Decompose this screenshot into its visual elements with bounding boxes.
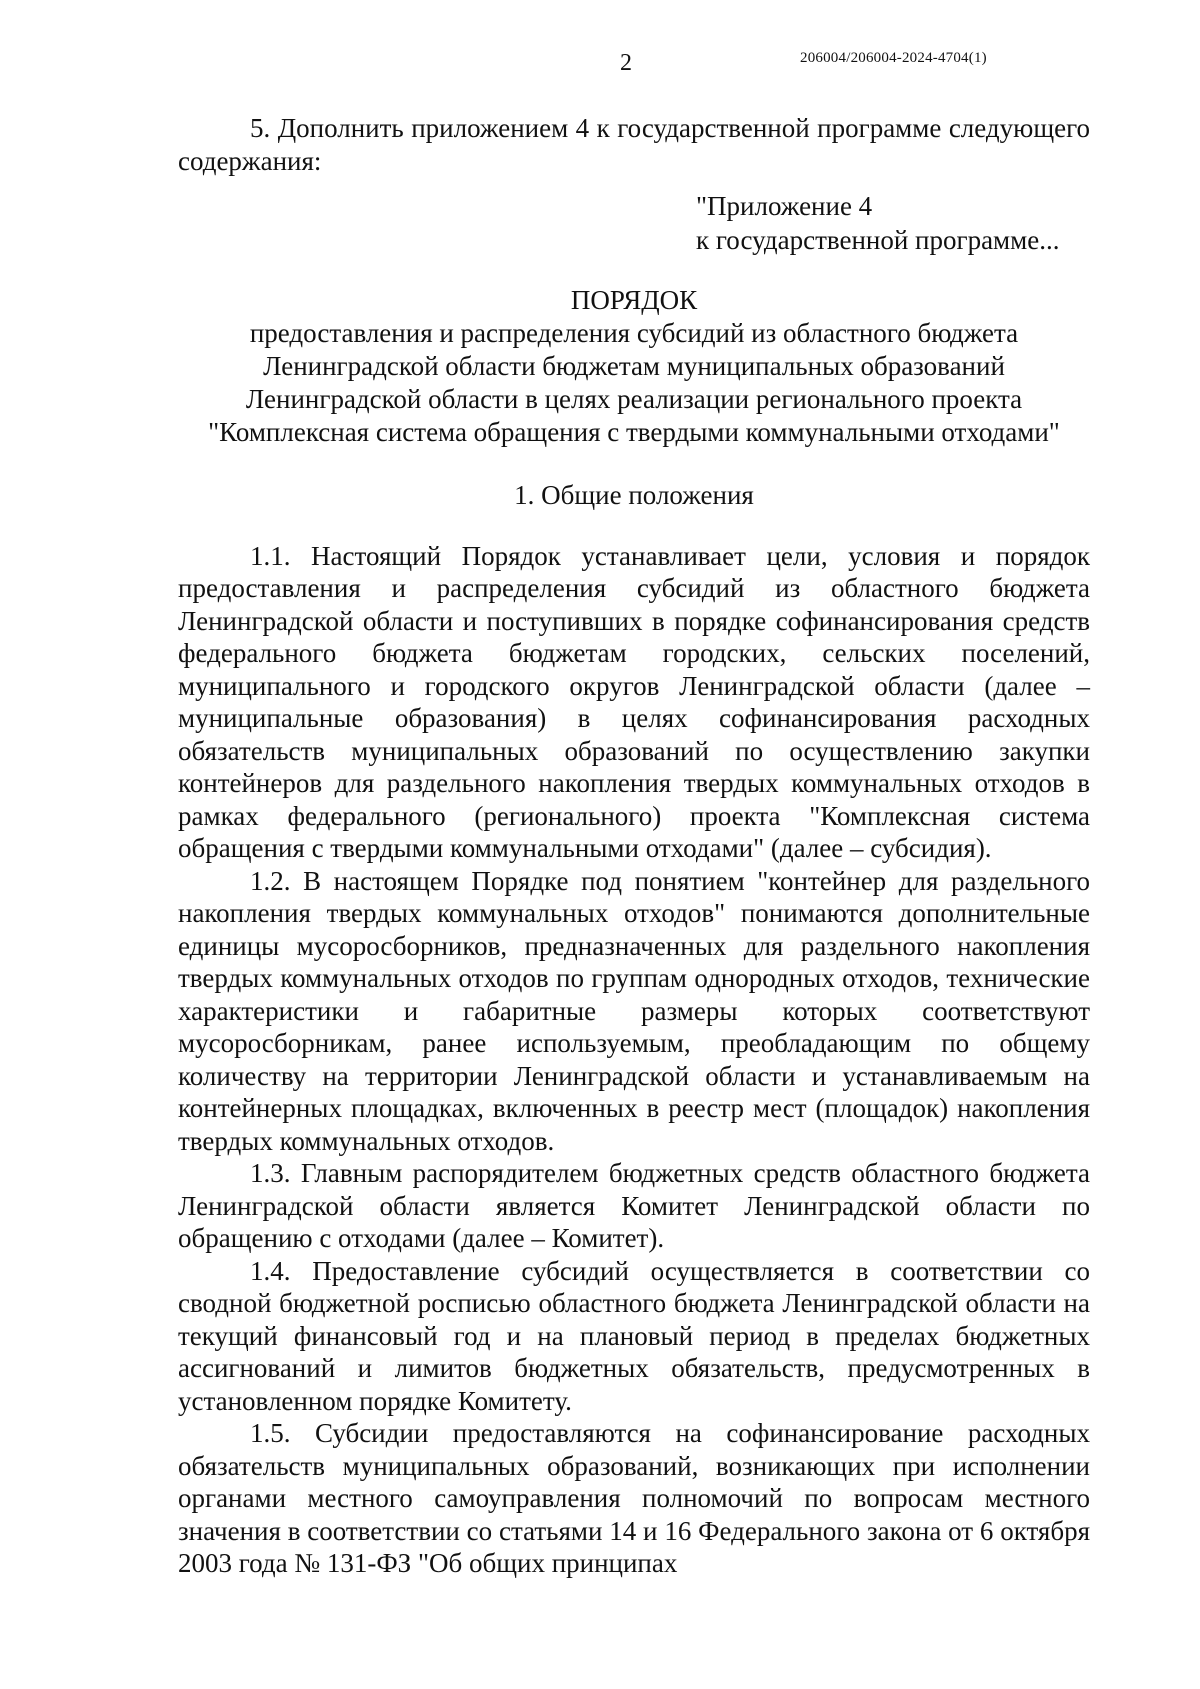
section-heading: 1. Общие положения <box>514 480 754 510</box>
subtitle-line: "Комплексная система обращения с твердыми коммунальными отходами" <box>208 417 1060 447</box>
subtitle-line: Ленинградской области бюджетам муниципальных образований <box>263 351 1005 381</box>
document-title: ПОРЯДОК <box>570 285 698 315</box>
subtitle-line: Ленинградской области в целях реализации регионального проекта <box>245 384 1023 414</box>
appendix-reference-line: к государственной программе... <box>696 225 1060 255</box>
subtitle-line: предоставления и распределения субсидий из областного бюджета <box>249 318 1019 348</box>
clause-paragraph: 1.3. Главным распорядителем бюджетных средств областного бюджета Ленинградской области является Комитет Ленинградской области по обращению с отходами (далее – Комитет). <box>178 1158 1090 1253</box>
document-id: 206004/206004-2024-4704(1) <box>800 50 987 66</box>
appendix-reference <box>696 189 1090 257</box>
page-number: 2 <box>620 50 632 76</box>
document-subtitle <box>178 317 1090 449</box>
clauses-list <box>178 540 1090 1580</box>
title-block <box>178 283 1090 449</box>
document-body <box>178 112 1090 1580</box>
clause-paragraph: 1.4. Предоставление субсидий осуществляется в соответствии со сводной бюджетной росписью областного бюджета Ленинградской области на текущий финансовый год и на плановый период в пределах бюджетных ассигнований и лимитов бюджетных обязательств, предусмотренных в установленном порядке Комитету. <box>178 1255 1090 1416</box>
clause-paragraph: 1.1. Настоящий Порядок устанавливает цели, условия и порядок предоставления и распределения субсидий из областного бюджета Ленинградской области и поступивших в порядке софинансирования средств федерального бюджета бюджетам городских, сельских поселений, муниципального и городского округов Ленинградской области (далее – муниципальные образования) в целях софинансирования расходных обязательств муниципальных образований по осуществлению закупки контейнеров для раздельного накопления твердых коммунальных отходов в рамках федерального (регионального) проекта "Комплексная система обращения с твердыми коммунальными отходами" (далее – субсидия). <box>178 540 1090 863</box>
appendix-reference-line: "Приложение 4 <box>696 191 873 221</box>
clause-paragraph: 1.2. В настоящем Порядке под понятием "контейнер для раздельного накопления твердых коммунальных отходов" понимаются дополнительные единицы мусоросборников, предназначенных для раздельного накопления твердых коммунальных отходов по группам однородных отходов, технические характеристики и габаритные размеры которых соответствуют мусоросборникам, ранее используемым, преобладающим по общему количеству на территории Ленинградской области и устанавливаемым на контейнерных площадках, включенных в реестр мест (площадок) накопления твердых коммунальных отходов. <box>178 865 1090 1156</box>
clause-paragraph: 1.5. Субсидии предоставляются на софинансирование расходных обязательств муниципальных образований, возникающих при исполнении органами местного самоуправления полномочий по вопросам местного значения в соответствии со статьями 14 и 16 Федерального закона от 6 октября 2003 года № 131-ФЗ "Об общих принципах <box>178 1418 1090 1578</box>
intro-paragraph: 5. Дополнить приложением 4 к государственной программе следующего содержания: <box>178 113 1090 176</box>
